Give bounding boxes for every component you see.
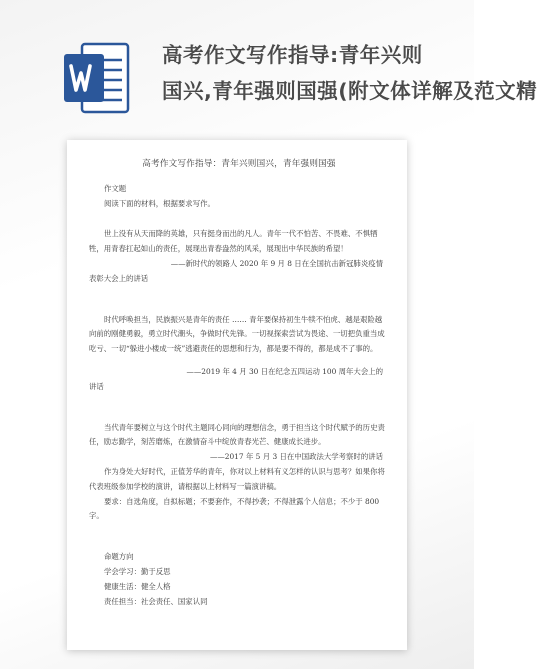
word-document-icon: [62, 40, 132, 116]
quote-paragraph-1: 世上没有从天而降的英雄，只有挺身而出的凡人。青年一代不怕苦、不畏难、不惧牺牲，用青春扛起如山的责任，展现出青春盎然的风采，展现出中华民族的希望！: [89, 229, 378, 254]
direction-item: 责任担当：社会责任、国家认同: [104, 596, 208, 606]
requirement-paragraph: 要求：自选角度，自拟标题；不要套作，不得抄袭；不得泄露个人信息；不少于 800 字。: [89, 496, 380, 521]
quote-source-2-line-1: ——2019 年 4 月 30 日在纪念五四运动 100 周年大会上的: [186, 366, 383, 376]
document-body: [89, 157, 389, 609]
section-label: 作文题: [104, 183, 127, 193]
quote-paragraph-2: 时代呼唤担当，民族振兴是青年的责任 …… 青年要保持初生牛犊不怕虎、越是艰险越向前的刚健勇毅，勇立时代潮头，争做时代先锋。一切视探索尝试为畏途、一切把负重当成吃亏、一切“躲进小楼成一统”逃避责任的思想和行为，都是要不得的，都是成不了事的。: [89, 314, 385, 354]
task-paragraph: 作为身处大好时代，正值芳华的青年，你对以上材料有义怎样的认识与思考？如果你将代表班级参加学校的演讲，请根据以上材料写一篇演讲稿。: [89, 466, 385, 491]
direction-label: 命题方向: [104, 552, 134, 562]
quote-paragraph-3: 当代青年要树立与这个时代主题同心同向的理想信念，勇于担当这个时代赋予的历史责任，励志勤学，刻苦磨炼，在激情奋斗中绽放青春光芒、健康成长进步。: [89, 422, 385, 447]
direction-item: 健康生活：健全人格: [104, 581, 171, 591]
document-page: [67, 140, 407, 650]
header-title-line-2: 国兴,青年强则国强(附文体详解及范文精: [162, 79, 537, 103]
header-title-line-1: 高考作文写作指导:青年兴则: [162, 43, 423, 67]
document-title: 高考作文写作指导：青年兴则国兴，青年强则国强: [142, 159, 336, 169]
quote-source-2-line-2: 讲话: [89, 381, 104, 391]
quote-source-1-line-1: ——新时代的领路人 2020 年 9 月 8 日在全国抗击新冠肺炎疫情: [170, 258, 383, 268]
quote-source-1-line-2: 表彰大会上的讲话: [89, 273, 149, 283]
quote-source-3: ——2017 年 5 月 3 日在中国政法大学考察时的讲话: [210, 452, 383, 462]
direction-item: 学会学习：勤于反思: [104, 566, 171, 576]
instruction-text: 阅读下面的材料，根据要求写作。: [104, 198, 215, 208]
